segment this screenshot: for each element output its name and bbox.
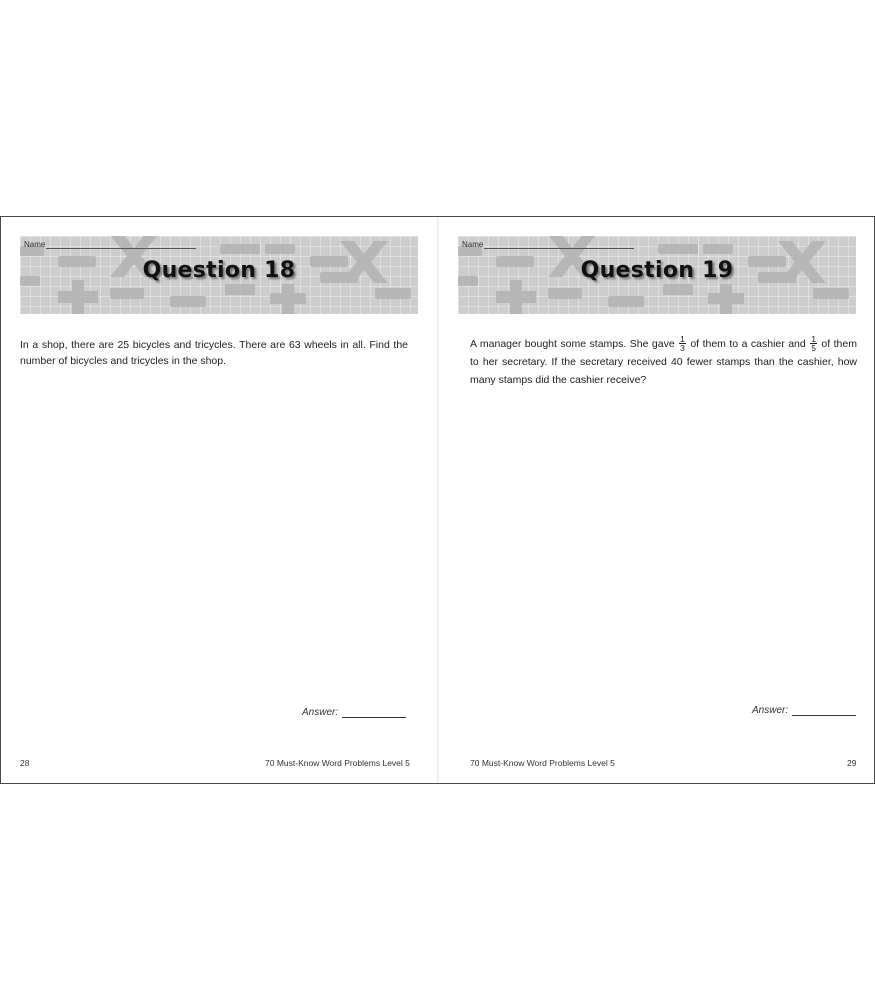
- answer-label: Answer:: [302, 707, 339, 718]
- name-field: [462, 240, 634, 249]
- fraction-one-third: [679, 335, 686, 352]
- fraction-numerator: 1: [680, 333, 685, 344]
- book-title: 70 Must-Know Word Problems Level 5: [265, 758, 410, 768]
- answer-field: [302, 707, 406, 718]
- question-title: Question 19: [580, 258, 734, 283]
- answer-line[interactable]: [792, 706, 856, 716]
- fraction-denominator: 5: [811, 342, 816, 353]
- name-label: Name: [24, 240, 46, 249]
- question-banner: [20, 236, 418, 314]
- question-text: In a shop, there are 25 bicycles and tricycles. There are 63 wheels in all. Find the number of bicycles and tricycles in the shop.: [20, 339, 408, 367]
- answer-field: [752, 705, 856, 716]
- name-label: Name: [462, 240, 484, 249]
- question-banner: [458, 236, 856, 314]
- book-title: 70 Must-Know Word Problems Level 5: [470, 758, 615, 768]
- fraction-one-fifth: [810, 335, 817, 352]
- book-spread: [0, 216, 875, 784]
- question-text: [470, 335, 857, 389]
- answer-label: Answer:: [752, 705, 789, 716]
- fraction-numerator: 1: [811, 333, 816, 344]
- fraction-denominator: 3: [680, 342, 685, 353]
- left-page: [1, 217, 437, 783]
- answer-line[interactable]: [342, 708, 406, 718]
- name-field: [24, 240, 196, 249]
- page-number: 28: [20, 758, 30, 768]
- question-part-3: of them to her secretary. If the secretary received 40 fewer stamps than the cashier, how many stamps did the cashier receive?: [470, 338, 857, 386]
- name-line[interactable]: [484, 240, 634, 249]
- page-number: 29: [847, 758, 857, 768]
- question-part-2: of them to a cashier and: [690, 338, 806, 350]
- question-title: Question 18: [142, 258, 296, 283]
- right-page: [439, 217, 874, 783]
- name-line[interactable]: [46, 240, 196, 249]
- question-part-1: A manager bought some stamps. She gave: [470, 338, 675, 350]
